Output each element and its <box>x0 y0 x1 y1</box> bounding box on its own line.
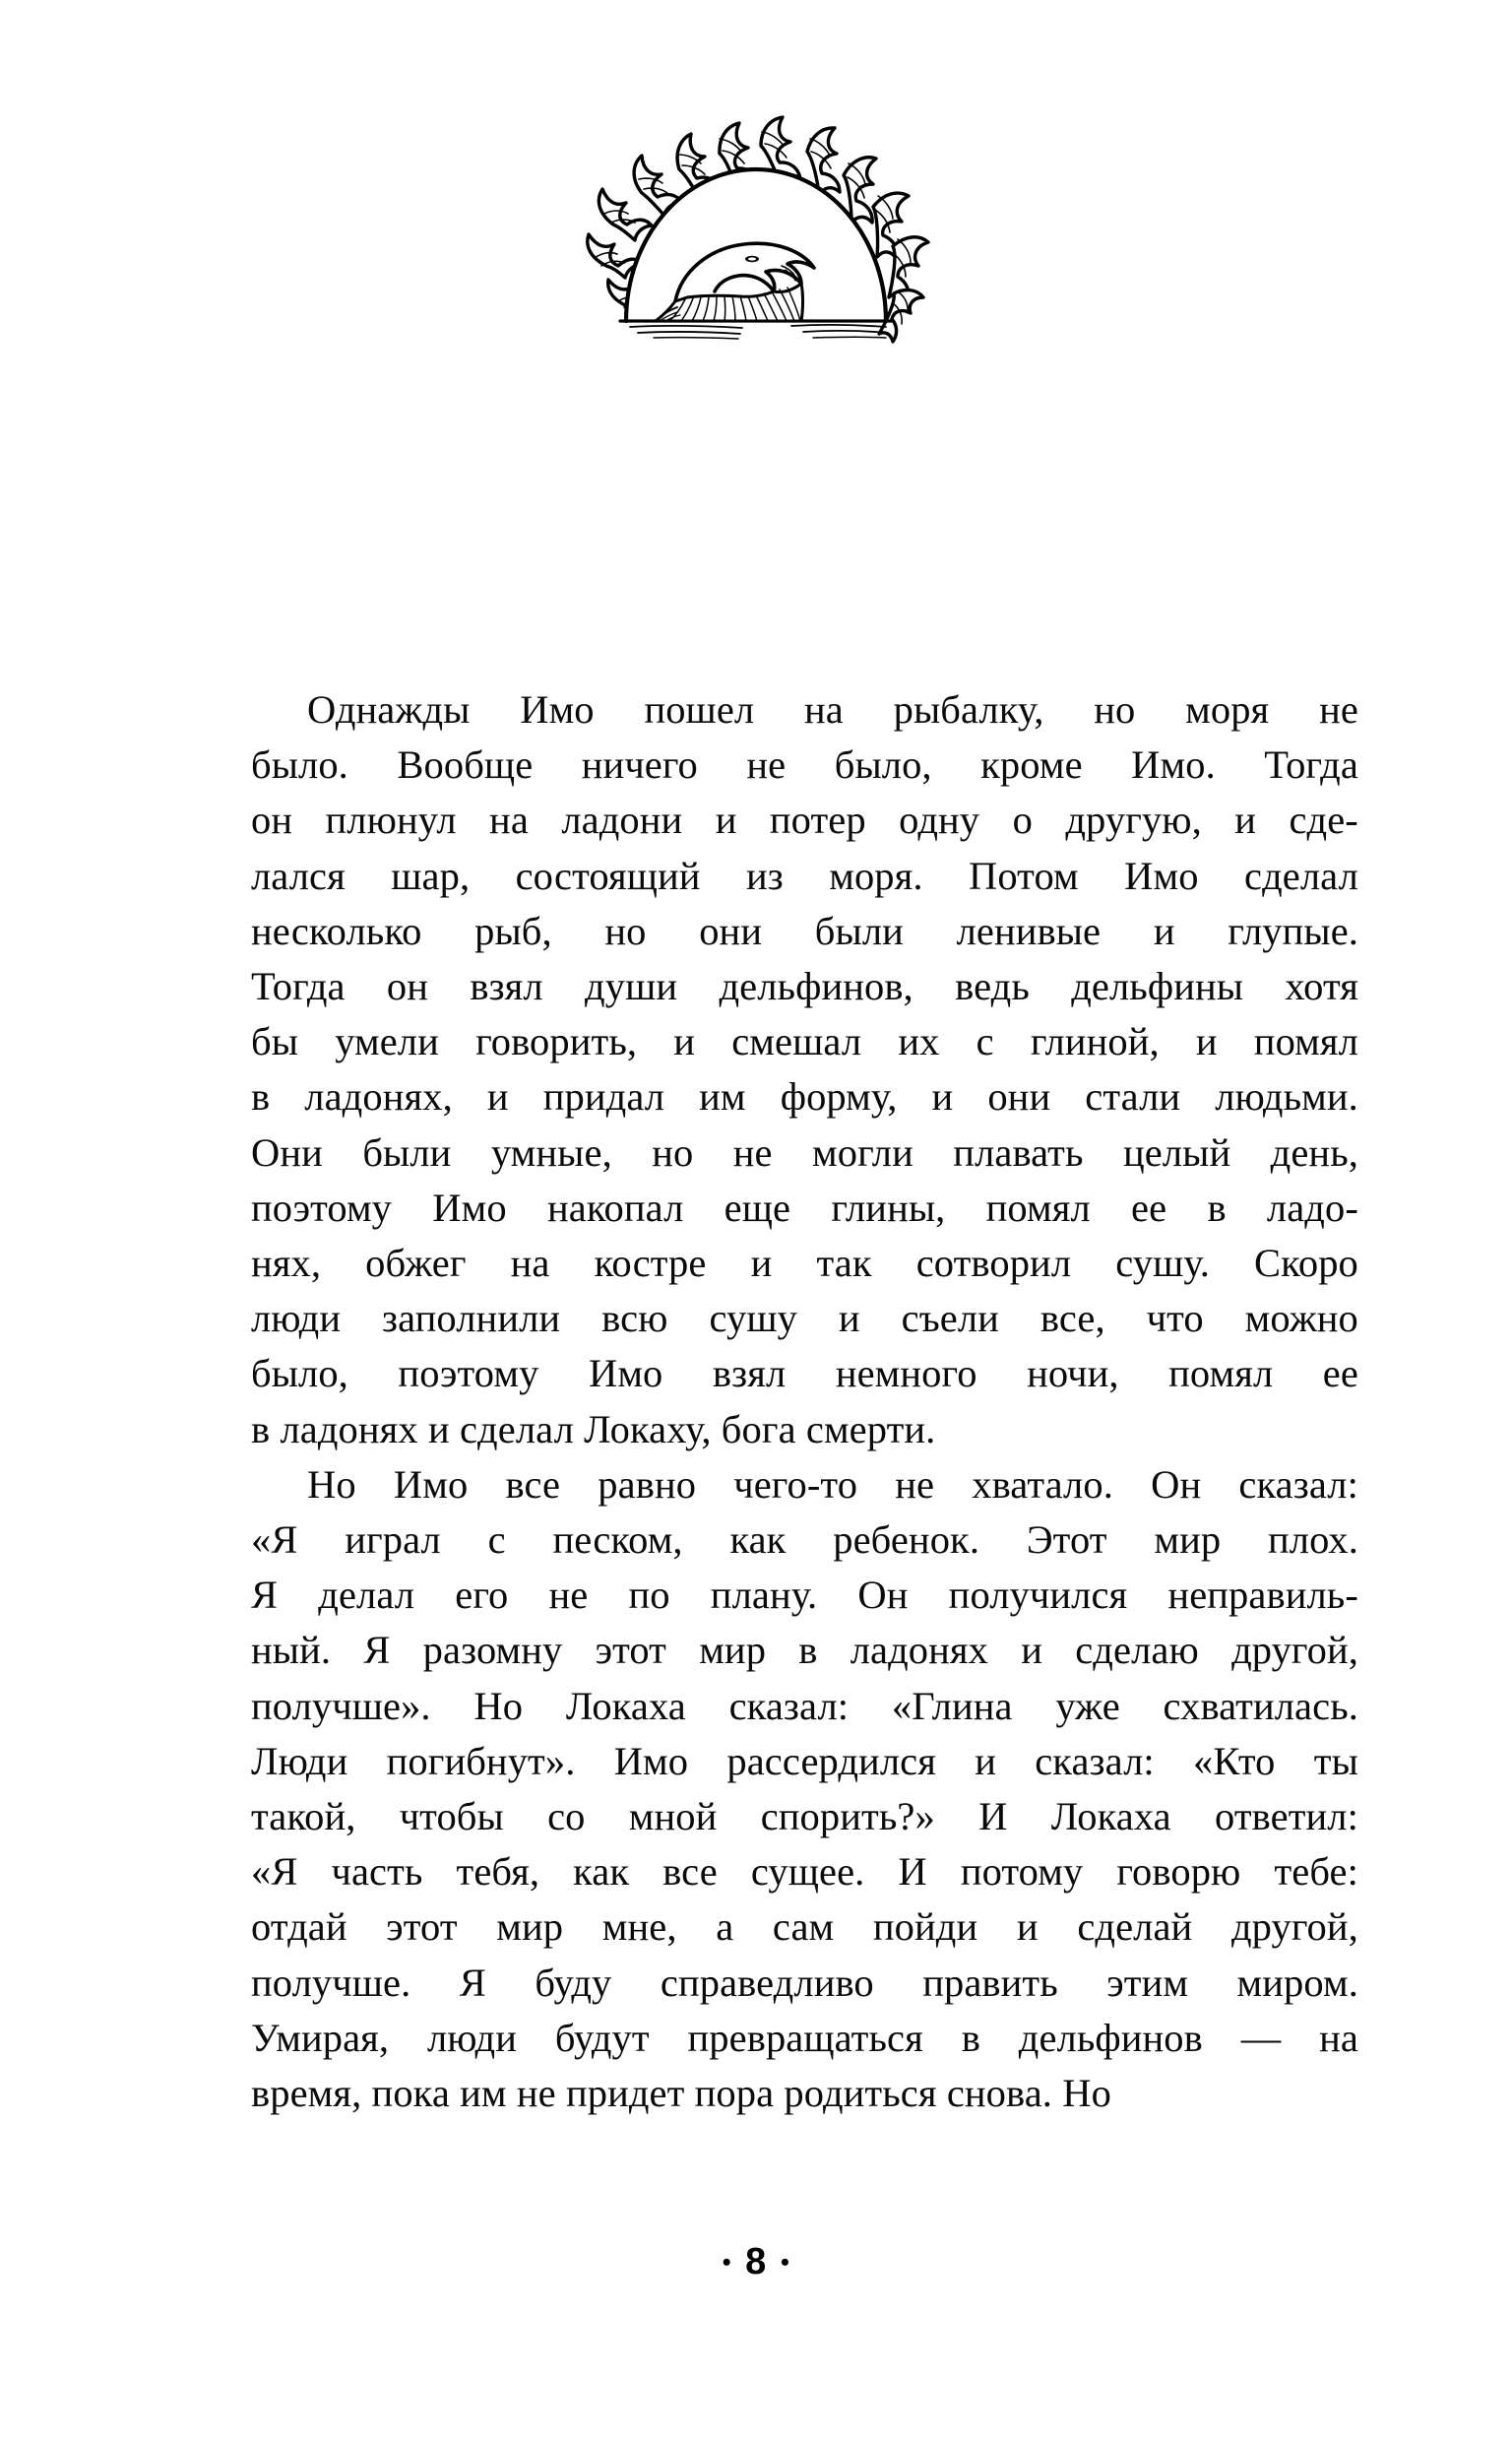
text-word: Тогда <box>1264 742 1358 788</box>
text-word: ничего <box>581 742 698 788</box>
text-word: но <box>1094 687 1136 732</box>
text-word: песком, <box>552 1517 683 1563</box>
text-word: помял <box>1168 1351 1274 1396</box>
text-word: Имо <box>1124 853 1199 898</box>
text-word: говорить, <box>475 1019 638 1064</box>
text-word: Имо <box>432 1185 507 1230</box>
text-word: взял <box>470 964 543 1009</box>
text-word: «Глина <box>891 1683 1013 1728</box>
text-line <box>251 1568 1358 1623</box>
text-line: время, пока им не придет пора родиться снова. Но <box>251 2071 1111 2116</box>
text-line <box>251 1956 1358 2011</box>
text-word: схватилась. <box>1163 1683 1358 1728</box>
text-word: такой, <box>251 1794 356 1839</box>
text-line: в ладонях и сделал Локаху, бога смерти. <box>251 1406 936 1451</box>
text-word: Умирая, <box>251 2015 390 2060</box>
text-word: взял <box>712 1351 787 1396</box>
text-word: мной <box>628 1794 718 1839</box>
text-word: по <box>628 1573 670 1618</box>
text-word: мне, <box>601 1904 677 1950</box>
text-word: одну <box>899 798 980 843</box>
folio-page-number: 8 <box>745 2241 767 2282</box>
text-word: и <box>673 1019 696 1064</box>
text-word: его <box>455 1573 509 1618</box>
text-word: Локаха <box>565 1683 686 1728</box>
text-word: в <box>1207 1185 1227 1230</box>
text-word: ее <box>1131 1185 1167 1230</box>
text-word: им <box>699 1074 746 1120</box>
text-word: мир <box>699 1628 767 1673</box>
text-line <box>251 1899 1358 1955</box>
text-word: он <box>251 798 293 843</box>
text-word: Локаха <box>1050 1794 1171 1839</box>
text-word: Имо <box>520 687 595 732</box>
chapter-ornament <box>0 98 1512 354</box>
text-word: рассердился <box>726 1738 936 1783</box>
text-word: Он <box>1151 1461 1202 1507</box>
text-word: и <box>486 1074 509 1120</box>
text-word: этот <box>386 1904 458 1950</box>
text-word: сделай <box>1077 1904 1193 1950</box>
text-word: буду <box>535 1960 612 2005</box>
text-line <box>251 1069 1358 1125</box>
text-word: не <box>895 1461 935 1507</box>
text-word: было. <box>251 742 348 788</box>
text-word: рыбалку, <box>893 687 1044 732</box>
text-word: будут <box>554 2015 650 2060</box>
folio-dot-right: • <box>780 2247 790 2277</box>
text-word: ладони <box>561 798 683 843</box>
text-word: Я <box>251 1573 279 1618</box>
text-word: Они <box>251 1129 323 1175</box>
text-word: Имо. <box>1131 742 1216 788</box>
text-word: и <box>1016 1904 1039 1950</box>
text-word: ночи, <box>1027 1351 1119 1396</box>
text-word: о <box>1012 798 1033 843</box>
text-word: в <box>251 1074 271 1120</box>
text-word: со <box>547 1794 586 1839</box>
text-word: сушу. <box>1115 1241 1210 1286</box>
text-line <box>251 1457 1358 1512</box>
text-word: форму, <box>780 1074 898 1120</box>
text-word: погибнут». <box>386 1738 576 1783</box>
text-line <box>251 793 1358 848</box>
text-word: все <box>505 1461 561 1507</box>
text-line <box>251 1181 1358 1236</box>
text-word: этот <box>595 1628 666 1673</box>
text-word: и <box>1195 1019 1218 1064</box>
text-word: людьми. <box>1215 1074 1358 1120</box>
text-word: Скоро <box>1254 1241 1358 1286</box>
text-word: плавать <box>953 1129 1084 1175</box>
text-line <box>251 738 1358 793</box>
text-word: ведь <box>955 964 1030 1009</box>
text-line <box>251 1512 1358 1568</box>
text-word: Но <box>307 1461 356 1507</box>
text-word: Я <box>363 1628 391 1673</box>
text-word: сущее. <box>750 1849 865 1895</box>
text-word: мир <box>1154 1517 1222 1563</box>
text-word: получше. <box>251 1960 411 2005</box>
text-line <box>251 904 1358 959</box>
text-word: умные, <box>490 1129 612 1175</box>
text-word: сделал <box>1244 853 1358 898</box>
text-line <box>251 2011 1358 2066</box>
text-word: дельфинов <box>1018 2015 1203 2060</box>
text-word: править <box>922 1960 1058 2005</box>
text-word: «Я <box>251 1849 298 1895</box>
text-word: были <box>814 908 904 953</box>
text-word: не <box>732 1129 773 1175</box>
text-word: поэтому <box>251 1185 393 1230</box>
text-word: пошел <box>644 687 755 732</box>
text-word: хватало. <box>972 1461 1113 1507</box>
text-word: а <box>716 1904 734 1950</box>
text-word: не <box>548 1573 589 1618</box>
text-word: умели <box>335 1019 439 1064</box>
text-word: глиной, <box>1030 1019 1160 1064</box>
text-word: он <box>386 964 429 1009</box>
text-line <box>251 1789 1358 1844</box>
text-word: так <box>816 1241 872 1286</box>
text-word: всю <box>601 1296 668 1341</box>
text-word: несколько <box>251 908 422 953</box>
rising-sun-over-wave-icon <box>559 98 953 345</box>
text-word: равно <box>598 1461 697 1507</box>
text-word: люди <box>426 2015 518 2060</box>
text-word: рыб, <box>474 908 552 953</box>
text-line <box>251 959 1358 1014</box>
text-word: сказал: <box>1238 1461 1358 1507</box>
page-folio <box>0 2240 1512 2284</box>
text-word: души <box>585 964 678 1009</box>
text-word: они <box>699 908 763 953</box>
text-word: из <box>745 853 784 898</box>
text-word: Тогда <box>251 964 346 1009</box>
text-word: отдай <box>251 1904 347 1950</box>
text-word: стали <box>1085 1074 1181 1120</box>
text-word: ладо- <box>1266 1185 1358 1230</box>
text-word: сам <box>772 1904 835 1950</box>
text-word: глины, <box>831 1185 946 1230</box>
text-word: и <box>1234 798 1257 843</box>
text-word: целый <box>1122 1129 1231 1175</box>
text-word: ответил: <box>1215 1794 1358 1839</box>
text-word: потому <box>960 1849 1084 1895</box>
text-word: справедливо <box>660 1960 874 2005</box>
text-word: ладонях <box>850 1628 989 1673</box>
text-word: было, <box>251 1351 348 1396</box>
text-word: неправиль- <box>1167 1573 1358 1618</box>
text-line <box>251 1236 1358 1291</box>
text-word: Я <box>459 1960 486 2005</box>
text-word: помял <box>1253 1019 1358 1064</box>
text-word: придал <box>542 1074 665 1120</box>
text-word: Однажды <box>307 687 471 732</box>
text-word: и <box>750 1241 773 1286</box>
text-line <box>251 1014 1358 1069</box>
text-word: помял <box>985 1185 1091 1230</box>
text-word: нях, <box>251 1241 322 1286</box>
text-word: и <box>1153 908 1175 953</box>
text-line <box>251 1291 1358 1346</box>
text-word: ленивые <box>956 908 1102 953</box>
text-word: сказал: <box>728 1683 850 1728</box>
text-word: и <box>715 798 737 843</box>
text-word: заполнили <box>382 1296 561 1341</box>
text-word: Люди <box>251 1738 348 1783</box>
text-word: можно <box>1244 1296 1358 1341</box>
text-word: на <box>510 1241 550 1286</box>
text-word: все <box>662 1849 718 1895</box>
text-word: что <box>1146 1296 1204 1341</box>
text-word: плану. <box>710 1573 818 1618</box>
text-word: поэтому <box>398 1351 539 1396</box>
text-word: на <box>1319 2015 1358 2060</box>
text-word: было, <box>834 742 932 788</box>
text-word: на <box>804 687 844 732</box>
text-word: этим <box>1106 1960 1189 2005</box>
text-word: моря. <box>829 853 923 898</box>
text-word: как <box>573 1849 630 1895</box>
text-word: и <box>1021 1628 1043 1673</box>
text-word: хотя <box>1285 964 1358 1009</box>
text-word: сделаю <box>1075 1628 1199 1673</box>
text-word: пойди <box>872 1904 978 1950</box>
text-word: костре <box>594 1241 707 1286</box>
text-word: моря <box>1185 687 1270 732</box>
text-word: дельфины <box>1071 964 1244 1009</box>
text-word: превращаться <box>687 2015 923 2060</box>
text-word: день, <box>1270 1129 1358 1175</box>
text-word: накопал <box>546 1185 684 1230</box>
text-word: тебе: <box>1274 1849 1358 1895</box>
text-word: они <box>987 1074 1051 1120</box>
text-word: смешал <box>731 1019 862 1064</box>
text-word: дельфинов, <box>719 964 914 1009</box>
text-word: получше». <box>251 1683 431 1728</box>
text-word: получился <box>948 1573 1128 1618</box>
text-word: сотворил <box>915 1241 1072 1286</box>
text-word: плох. <box>1267 1517 1358 1563</box>
text-word: Потом <box>969 853 1079 898</box>
text-word: как <box>729 1517 787 1563</box>
text-word: И <box>978 1794 1008 1839</box>
text-word: И <box>898 1849 927 1895</box>
text-word: не <box>746 742 787 788</box>
text-word: на <box>489 798 529 843</box>
text-word: разомну <box>422 1628 563 1673</box>
text-word: сушу <box>709 1296 797 1341</box>
text-word: с <box>976 1019 994 1064</box>
text-line <box>251 1844 1358 1899</box>
text-word: состоящий <box>515 853 701 898</box>
text-word: ладонях, <box>304 1074 453 1120</box>
text-word: съели <box>901 1296 999 1341</box>
text-word: потер <box>769 798 866 843</box>
text-word: Имо <box>588 1351 663 1396</box>
text-word: — <box>1240 2015 1282 2060</box>
text-word: немного <box>835 1351 977 1396</box>
text-word: были <box>362 1129 452 1175</box>
text-word: тебя, <box>456 1849 540 1895</box>
text-word: но <box>604 908 647 953</box>
text-word: в <box>961 2015 980 2060</box>
text-word: еще <box>724 1185 791 1230</box>
text-word: другой, <box>1230 1904 1358 1950</box>
text-word: лался <box>251 853 346 898</box>
text-word: Но <box>473 1683 524 1728</box>
text-line <box>251 1623 1358 1678</box>
text-word: не <box>1319 687 1358 732</box>
text-word: сказал: <box>1035 1738 1155 1783</box>
text-word: «Кто <box>1192 1738 1276 1783</box>
text-word: глупые. <box>1228 908 1358 953</box>
text-word: сде- <box>1289 798 1358 843</box>
text-line <box>251 1679 1358 1734</box>
text-line <box>251 1734 1358 1789</box>
text-word: делал <box>318 1573 415 1618</box>
text-word: Вообще <box>397 742 534 788</box>
text-word: играл <box>345 1517 441 1563</box>
text-word: часть <box>331 1849 423 1895</box>
text-word: Он <box>857 1573 909 1618</box>
text-word: ее <box>1322 1351 1358 1396</box>
text-word: кроме <box>980 742 1083 788</box>
text-word: люди <box>251 1296 342 1341</box>
text-word: «Я <box>251 1517 298 1563</box>
text-word: ребенок. <box>833 1517 980 1563</box>
text-word: Имо <box>613 1738 689 1783</box>
text-word: спорить?» <box>760 1794 935 1839</box>
text-word: миром. <box>1236 1960 1358 2005</box>
text-word: ты <box>1313 1738 1358 1783</box>
text-word: уже <box>1055 1683 1120 1728</box>
text-word: бы <box>251 1019 299 1064</box>
text-line <box>251 849 1358 904</box>
text-line <box>251 1125 1358 1181</box>
text-word: и <box>975 1738 996 1783</box>
text-word: плюнул <box>325 798 457 843</box>
text-word: говорю <box>1116 1849 1241 1895</box>
text-word: чтобы <box>399 1794 504 1839</box>
text-word: и <box>931 1074 954 1120</box>
text-word: Имо <box>393 1461 469 1507</box>
text-word: но <box>652 1129 694 1175</box>
page-body-text <box>251 682 1358 2121</box>
text-word: в <box>798 1628 818 1673</box>
text-word: обжег <box>365 1241 467 1286</box>
text-word: мир <box>496 1904 564 1950</box>
text-word: все, <box>1040 1296 1105 1341</box>
text-word: ный. <box>251 1628 332 1673</box>
text-word: их <box>898 1019 940 1064</box>
text-word: Этот <box>1026 1517 1107 1563</box>
text-word: и <box>838 1296 860 1341</box>
text-word: чего-то <box>733 1461 858 1507</box>
text-word: другую, <box>1065 798 1202 843</box>
text-word: другой, <box>1231 1628 1358 1673</box>
text-word: с <box>487 1517 506 1563</box>
text-word: шар, <box>391 853 471 898</box>
text-line <box>251 682 1358 738</box>
text-word: могли <box>812 1129 914 1175</box>
folio-dot-left: • <box>722 2247 732 2277</box>
text-line <box>251 1346 1358 1401</box>
